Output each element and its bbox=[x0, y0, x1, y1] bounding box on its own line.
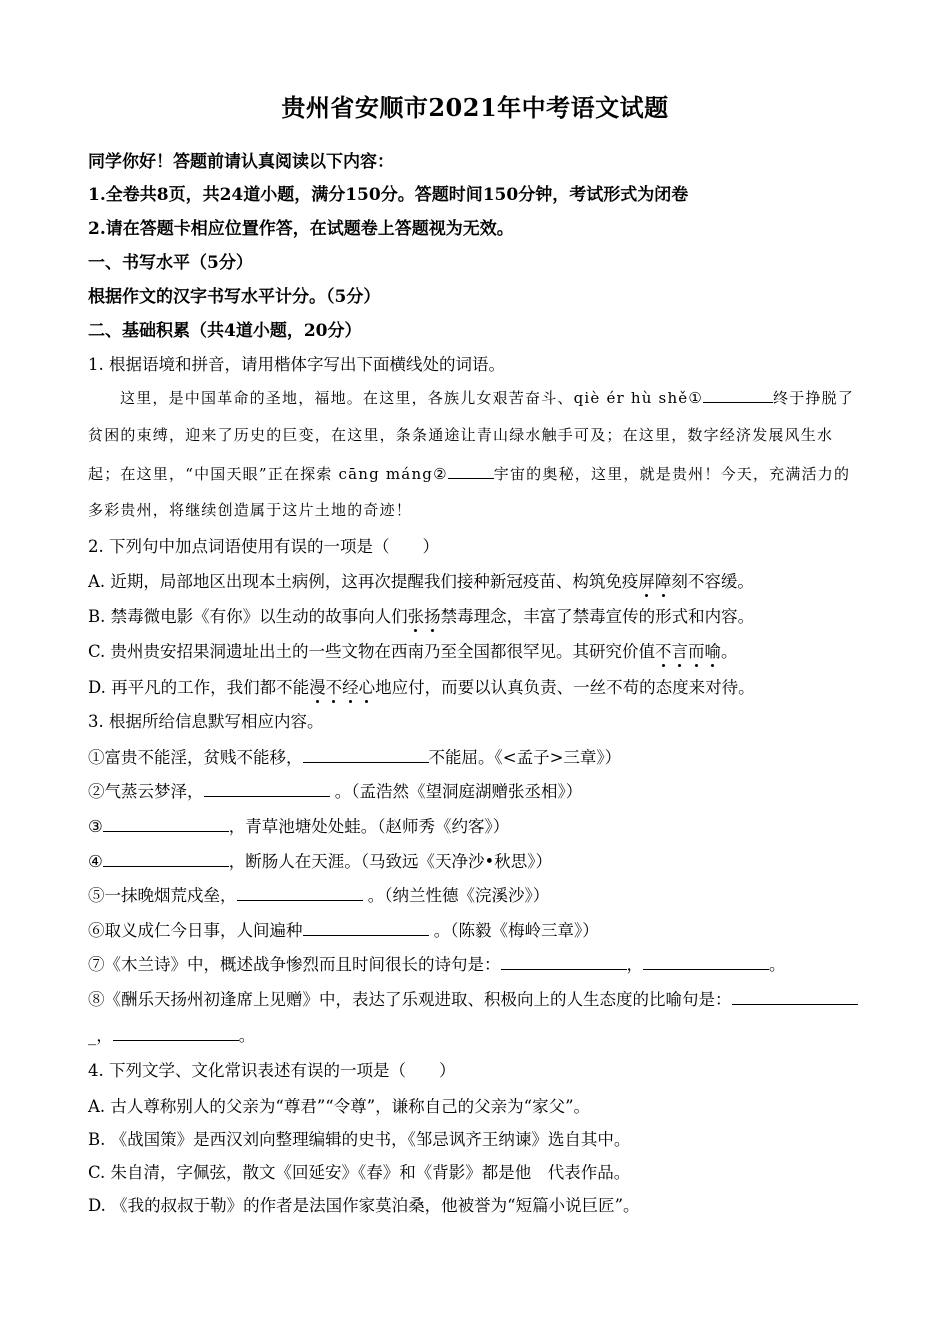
option-text: B. 禁毒微电影《有你》以生动的故事向人们 bbox=[88, 607, 408, 626]
option-text: C. 贵州贵安招果洞遗址出土的一些文物在西南乃至全国都很罕见。其研究价值 bbox=[88, 642, 656, 661]
dotted-char: 扬 bbox=[424, 603, 441, 627]
exam-title: 贵州省安顺市2021年中考语文试题 bbox=[281, 93, 669, 122]
dotted-char: 不 bbox=[655, 638, 672, 662]
answer-blank[interactable] bbox=[643, 953, 769, 970]
q2-option-c bbox=[88, 638, 738, 662]
intro-rule-1: 1.全卷共8页，共24道小题，满分150分。答题时间150分钟，考试形式为闭卷 bbox=[88, 185, 689, 205]
answer-blank[interactable] bbox=[103, 850, 229, 867]
option-text: 禁毒理念，丰富了禁毒宣传的形式和内容。 bbox=[440, 607, 755, 626]
item-text: 。 bbox=[238, 1026, 256, 1045]
answer-blank[interactable] bbox=[237, 884, 363, 901]
q4-option-a: A. 古人尊称别人的父亲为“尊君”“令尊”，谦称自己的父亲为“家父”。 bbox=[88, 1097, 591, 1116]
dotted-char: 心 bbox=[359, 674, 376, 698]
item-text: _， bbox=[88, 1026, 113, 1045]
q3-item-8-cont bbox=[88, 1022, 255, 1046]
q2-option-b bbox=[88, 603, 754, 627]
section-2-heading: 二、基础积累（共4道小题，20分） bbox=[88, 321, 362, 341]
q1-passage-line-1 bbox=[120, 386, 854, 408]
q1-passage-text: 宇宙的奥秘，这里，就是贵州！今天，充满活力的 bbox=[493, 465, 851, 483]
q4-option-b: B. 《战国策》是西汉刘向整理编辑的史书，《邹忌讽齐王纳谏》选自其中。 bbox=[88, 1130, 631, 1149]
item-text: ， bbox=[626, 955, 643, 974]
dotted-char: 经 bbox=[342, 674, 359, 698]
item-text: ，青草池塘处处蛙。（赵师秀《约客》） bbox=[228, 817, 510, 836]
dotted-char: 言 bbox=[672, 638, 689, 662]
q3-item-8 bbox=[88, 986, 858, 1010]
q3-item-3 bbox=[88, 813, 509, 837]
q2-option-a bbox=[88, 568, 754, 592]
item-text: ⑤一抹晚烟荒戍垒， bbox=[88, 886, 237, 905]
dotted-char: 屏 bbox=[638, 568, 655, 592]
section-1-heading: 一、书写水平（5分） bbox=[88, 253, 253, 273]
dotted-char: 不 bbox=[326, 674, 343, 698]
option-text: A. 近期，局部地区出现本土病例，这再次提醒我们接种新冠疫苗、构筑免疫 bbox=[88, 572, 639, 591]
q3-item-6 bbox=[88, 917, 599, 941]
dotted-char: 张 bbox=[408, 603, 425, 627]
answer-blank[interactable] bbox=[103, 815, 229, 832]
item-text: ，断肠人在天涯。（马致远《天净沙•秋思》） bbox=[228, 852, 553, 871]
q3-stem: 3. 根据所给信息默写相应内容。 bbox=[88, 712, 324, 731]
option-text: 。 bbox=[721, 642, 738, 661]
q1-passage-text: 终于挣脱了 bbox=[773, 389, 855, 407]
option-text: 刻不容缓。 bbox=[671, 572, 754, 591]
option-text: 地应付，而要以认真负责、一丝不苟的态度来对待。 bbox=[375, 678, 755, 697]
q1-passage-text: 这里，是中国革命的圣地，福地。在这里，各族儿女艰苦奋斗、qiè ér hù shě① bbox=[120, 389, 704, 407]
q3-item-1 bbox=[88, 744, 621, 768]
q3-item-4 bbox=[88, 848, 552, 872]
item-text: 。（纳兰性德《浣溪沙》） bbox=[362, 886, 550, 905]
q3-item-7 bbox=[88, 951, 786, 975]
q3-item-2 bbox=[88, 778, 582, 802]
item-text: 。（陈毅《梅岭三章》） bbox=[428, 921, 599, 940]
q4-option-d: D. 《我的叔叔于勒》的作者是法国作家莫泊桑，他被誉为“短篇小说巨匠”。 bbox=[88, 1196, 640, 1215]
q1-passage-text: 起；在这里，“中国天眼”正在探索 cāng máng② bbox=[88, 465, 448, 483]
q2-option-d bbox=[88, 674, 755, 698]
dotted-char: 漫 bbox=[309, 674, 326, 698]
item-text: ①富贵不能淫，贫贱不能移， bbox=[88, 748, 303, 767]
intro-rule-2: 2.请在答题卡相应位置作答，在试题卷上答题视为无效。 bbox=[88, 219, 514, 239]
answer-blank[interactable] bbox=[303, 746, 429, 763]
item-text: 。 bbox=[769, 955, 786, 974]
answer-blank[interactable] bbox=[303, 919, 429, 936]
item-text: ③ bbox=[88, 817, 103, 836]
q1-blank-1[interactable] bbox=[703, 386, 773, 403]
dotted-char: 障 bbox=[655, 568, 672, 592]
q1-passage-line-4: 多彩贵州，将继续创造属于这片土地的奇迹！ bbox=[88, 501, 413, 519]
q4-option-c: C. 朱自清，字佩弦，散文《回延安》《春》和《背影》都是他 代表作品。 bbox=[88, 1163, 631, 1182]
item-text: 不能屈。《<孟子>三章》） bbox=[428, 748, 622, 767]
item-text: ②气蒸云梦泽， bbox=[88, 782, 204, 801]
dotted-char: 而 bbox=[688, 638, 705, 662]
q3-item-5 bbox=[88, 882, 549, 906]
q1-stem: 1. 根据语境和拼音，请用楷体字写出下面横线处的词语。 bbox=[88, 355, 505, 374]
section-1-text: 根据作文的汉字书写水平计分。（5分） bbox=[88, 287, 381, 307]
item-text: ④ bbox=[88, 852, 103, 871]
q1-blank-2[interactable] bbox=[448, 462, 494, 479]
item-text: ⑦《木兰诗》中，概述战争惨烈而且时间很长的诗句是： bbox=[88, 955, 501, 974]
q1-passage-line-2: 贫困的束缚，迎来了历史的巨变，在这里，条条通途让青山绿水触手可及；在这里，数字经济发展风生水 bbox=[88, 426, 834, 444]
item-text: 。（孟浩然《望洞庭湖赠张丞相》） bbox=[329, 782, 583, 801]
item-text: ⑧《酬乐天扬州初逢席上见赠》中，表达了乐观进取、积极向上的人生态度的比喻句是： bbox=[88, 990, 732, 1009]
answer-blank[interactable] bbox=[732, 988, 858, 1005]
q4-stem: 4. 下列文学、文化常识表述有误的一项是（ ） bbox=[88, 1061, 456, 1080]
option-text: D. 再平凡的工作，我们都不能 bbox=[88, 678, 310, 697]
item-text: ⑥取义成仁今日事，人间遍种 bbox=[88, 921, 303, 940]
dotted-char: 喻 bbox=[705, 638, 722, 662]
answer-blank[interactable] bbox=[204, 780, 330, 797]
intro-greeting: 同学你好！答题前请认真阅读以下内容： bbox=[88, 152, 394, 172]
q2-stem: 2. 下列句中加点词语使用有误的一项是（ ） bbox=[88, 537, 439, 556]
answer-blank[interactable] bbox=[113, 1024, 239, 1041]
q1-passage-line-3 bbox=[88, 462, 850, 484]
answer-blank[interactable] bbox=[501, 953, 627, 970]
